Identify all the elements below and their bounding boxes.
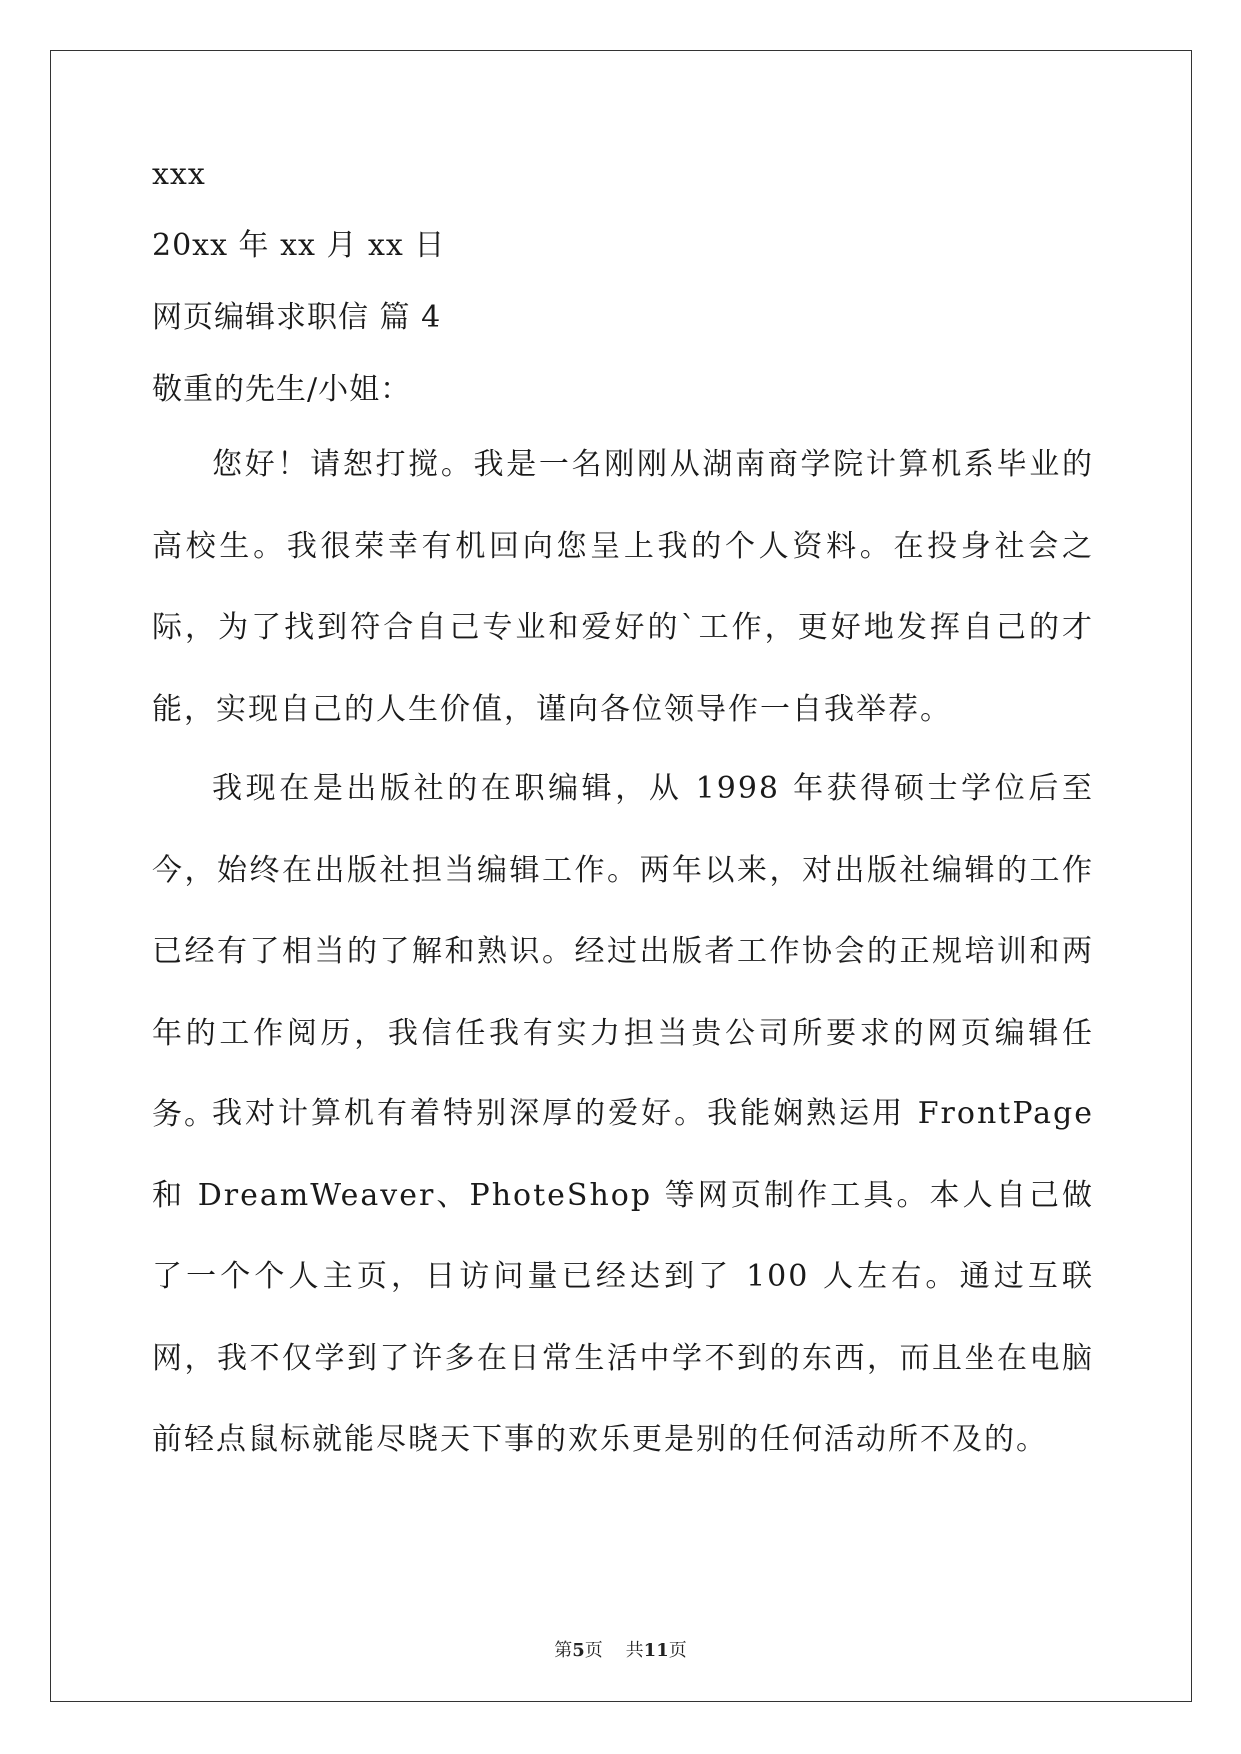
letter-heading: 网页编辑求职信 篇 4 [152, 300, 442, 335]
footer-page-word: 页 [584, 1640, 603, 1661]
footer-prefix: 第 [554, 1640, 573, 1661]
footer-total-prefix: 共 [625, 1640, 644, 1661]
paragraph-intro: 您好！请恕打搅。我是一名刚刚从湖南商学院计算机系毕业的高校生。我很荣幸有机回向您呈上我的个人资料。在投身社会之际，为了找到符合自己专业和爱好的`工作，更好地发挥自己的才能，实现自己的人生价值，谨向各位领导作一自我举荐。 [152, 447, 1094, 727]
page-footer [0, 1636, 1241, 1662]
salutation: 敬重的先生/小姐： [152, 372, 412, 407]
footer-total-suffix: 页 [668, 1640, 687, 1661]
footer-total-pages: 11 [643, 1640, 669, 1661]
paragraph-skills: 我对计算机有着特别深厚的爱好。我能娴熟运用 FrontPage 和 DreamWeaver、PhoteShop 等网页制作工具。本人自己做了一个个人主页，日访问量已经达到了 100 人左右。通过互联网，我不仅学到了许多在日常生活中学不到的东西，而且坐在电脑前轻点鼠标就能尽晓天下事的欢乐更是别的任何活动所不及的。 [152, 1096, 1094, 1457]
footer-current-page: 5 [572, 1640, 585, 1661]
paragraph-experience: 我现在是出版社的在职编辑，从 1998 年获得硕士学位后至今，始终在出版社担当编辑工作。两年以来，对出版社编辑的工作已经有了相当的了解和熟识。经过出版者工作协会的正规培训和两年的工作阅历，我信任我有实力担当贵公司所要求的网页编辑任务。 [152, 771, 1094, 1132]
signature: xxx [152, 157, 206, 192]
date-line: 20xx 年 xx 月 xx 日 [152, 228, 446, 263]
